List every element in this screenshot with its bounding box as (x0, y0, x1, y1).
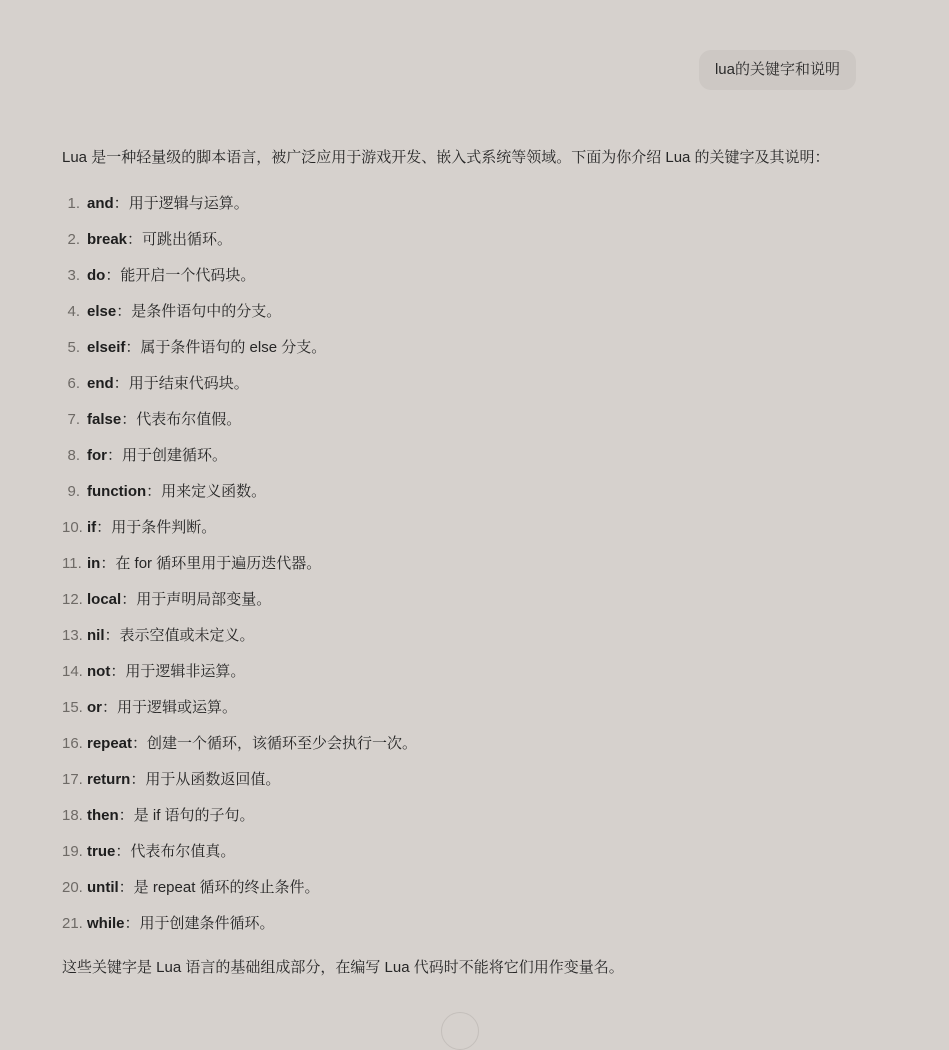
separator: ： (102, 699, 118, 716)
keyword: else (87, 303, 117, 320)
list-item (62, 618, 862, 654)
list-item (62, 366, 862, 402)
separator: ： (116, 303, 132, 320)
item-number: 3. (67, 267, 80, 284)
keyword: repeat (87, 735, 133, 752)
list-item (62, 222, 862, 258)
separator: ： (107, 447, 123, 464)
keyword: function (87, 483, 147, 500)
list-item (62, 474, 862, 510)
item-number: 10. (62, 519, 83, 536)
list-item (62, 834, 862, 870)
separator: ： (132, 735, 148, 752)
separator: ： (118, 807, 134, 824)
separator: ： (105, 267, 121, 284)
answer-intro: Lua 是一种轻量级的脚本语言，被广泛应用于游戏开发、嵌入式系统等领域。下面为你介绍 Lua 的关键字及其说明： (62, 149, 830, 166)
separator: ： (121, 411, 137, 428)
separator: ： (113, 195, 129, 212)
keyword: break (87, 231, 128, 248)
list-item (62, 726, 862, 762)
separator: ： (115, 843, 131, 860)
item-number: 14. (62, 663, 83, 680)
item-number: 5. (67, 339, 80, 356)
list-item (62, 762, 862, 798)
keyword: in (87, 555, 101, 572)
item-number: 1. (67, 195, 80, 212)
keyword-description: 用于创建条件循环。 (139, 915, 275, 932)
keyword: nil (87, 627, 105, 644)
separator: ： (127, 231, 143, 248)
keyword: until (87, 879, 119, 896)
keyword: while (87, 915, 125, 932)
list-item (62, 294, 862, 330)
item-number: 15. (62, 699, 83, 716)
item-number: 9. (67, 483, 80, 500)
keyword-description: 代表布尔值假。 (136, 411, 242, 428)
keyword-description: 是 if 语句的子句。 (133, 807, 255, 824)
keyword: false (87, 411, 122, 428)
keyword: then (87, 807, 119, 824)
keyword: local (87, 591, 122, 608)
keyword-description: 用于创建循环。 (122, 447, 228, 464)
keyword-description: 用于逻辑或运算。 (117, 699, 238, 716)
item-number: 16. (62, 735, 83, 752)
list-item (62, 582, 862, 618)
item-number: 17. (62, 771, 83, 788)
separator: ： (110, 663, 126, 680)
keyword-description: 可跳出循环。 (142, 231, 233, 248)
keyword-list (62, 186, 862, 942)
item-number: 13. (62, 627, 83, 644)
user-message-bubble: lua的关键字和说明 (699, 50, 856, 90)
separator: ： (121, 591, 137, 608)
list-item (62, 510, 862, 546)
keyword-description: 表示空值或未定义。 (119, 627, 255, 644)
separator: ： (113, 375, 129, 392)
separator: ： (125, 339, 141, 356)
item-number: 7. (67, 411, 80, 428)
keyword-description: 属于条件语句的 else 分支。 (140, 339, 327, 356)
keyword: or (87, 699, 102, 716)
keyword: do (87, 267, 106, 284)
keyword: elseif (87, 339, 126, 356)
item-number: 20. (62, 879, 83, 896)
item-number: 21. (62, 915, 83, 932)
keyword-description: 是条件语句中的分支。 (131, 303, 282, 320)
item-number: 12. (62, 591, 83, 608)
item-number: 18. (62, 807, 83, 824)
list-item (62, 690, 862, 726)
list-item (62, 654, 862, 690)
keyword: not (87, 663, 111, 680)
list-item (62, 186, 862, 222)
keyword-description: 用于条件判断。 (111, 519, 217, 536)
list-item (62, 870, 862, 906)
item-number: 11. (62, 555, 82, 572)
list-item (62, 330, 862, 366)
keyword-description: 用于结束代码块。 (128, 375, 249, 392)
separator: ： (118, 879, 134, 896)
separator: ： (100, 555, 116, 572)
keyword-description: 是 repeat 循环的终止条件。 (133, 879, 320, 896)
keyword-description: 在 for 循环里用于遍历迭代器。 (115, 555, 322, 572)
list-item (62, 438, 862, 474)
item-number: 6. (67, 375, 80, 392)
keyword-description: 创建一个循环，该循环至少会执行一次。 (147, 735, 418, 752)
separator: ： (104, 627, 120, 644)
keyword-description: 用于从函数返回值。 (145, 771, 281, 788)
keyword: and (87, 195, 114, 212)
separator: ： (146, 483, 162, 500)
keyword-description: 能开启一个代码块。 (120, 267, 256, 284)
item-number: 8. (67, 447, 80, 464)
keyword: return (87, 771, 131, 788)
keyword: if (87, 519, 97, 536)
item-number: 4. (67, 303, 80, 320)
keyword-description: 用于逻辑非运算。 (125, 663, 246, 680)
keyword-description: 用来定义函数。 (161, 483, 267, 500)
item-number: 19. (62, 843, 83, 860)
answer-outro: 这些关键字是 Lua 语言的基础组成部分，在编写 Lua 代码时不能将它们用作变量名。 (62, 959, 624, 976)
keyword: true (87, 843, 116, 860)
keyword-description: 代表布尔值真。 (130, 843, 236, 860)
scroll-to-bottom-button[interactable] (441, 1012, 479, 1050)
keyword: end (87, 375, 114, 392)
assistant-answer (62, 144, 862, 982)
list-item (62, 798, 862, 834)
separator: ： (96, 519, 112, 536)
keyword: for (87, 447, 107, 464)
list-item (62, 906, 862, 942)
separator: ： (130, 771, 146, 788)
list-item (62, 546, 862, 582)
keyword-description: 用于声明局部变量。 (136, 591, 272, 608)
keyword-description: 用于逻辑与运算。 (128, 195, 249, 212)
list-item (62, 258, 862, 294)
list-item (62, 402, 862, 438)
separator: ： (124, 915, 140, 932)
item-number: 2. (67, 231, 80, 248)
